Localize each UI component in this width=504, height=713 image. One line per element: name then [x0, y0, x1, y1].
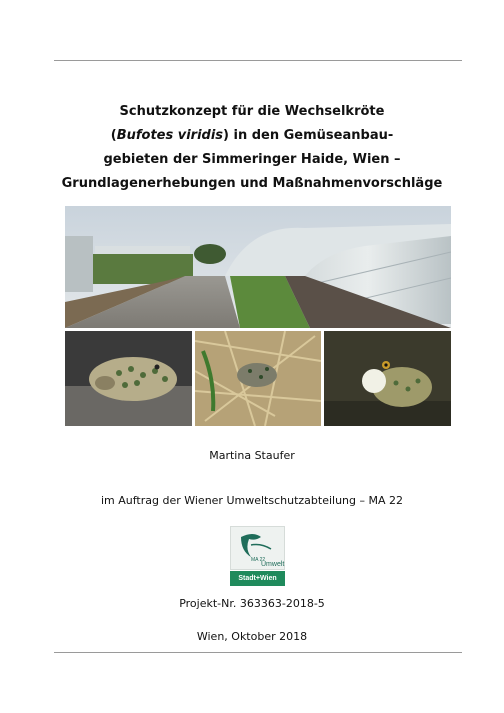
- top-divider: [54, 60, 462, 61]
- title-line-4: Grundlagenerhebungen und Maßnahmenvorschläge: [61, 176, 443, 191]
- toad-photo-1: [65, 331, 192, 426]
- document-title: [40, 100, 464, 196]
- project-number: Projekt-Nr. 363363-2018-5: [179, 597, 325, 610]
- commission-line: im Auftrag der Wiener Umweltschutzabteilung – MA 22: [100, 494, 404, 507]
- title-line-1: Schutzkonzept für die Wechselkröte: [119, 104, 385, 119]
- logo-ma-text: MA 22: [251, 557, 266, 563]
- logo-emblem: [230, 526, 285, 570]
- greenhouse-photo: [65, 206, 451, 328]
- species-name: Bufotes viridis: [116, 128, 224, 143]
- title-line-3: gebieten der Simmeringer Haide, Wien –: [103, 152, 401, 167]
- toad-photo-3: [324, 331, 451, 426]
- logo-umwelt-text: Umwelt: [261, 561, 285, 568]
- toad-photo-2: [195, 331, 321, 426]
- place-date: Wien, Oktober 2018: [196, 630, 308, 643]
- bottom-divider: [54, 652, 462, 653]
- title-line-2: (Bufotes viridis) in den Gemüseanbau-: [110, 128, 394, 143]
- ma22-logo: [230, 526, 285, 586]
- logo-stadt-wien: Stadt+Wien: [230, 571, 285, 586]
- author-name: Martina Staufer: [209, 449, 295, 462]
